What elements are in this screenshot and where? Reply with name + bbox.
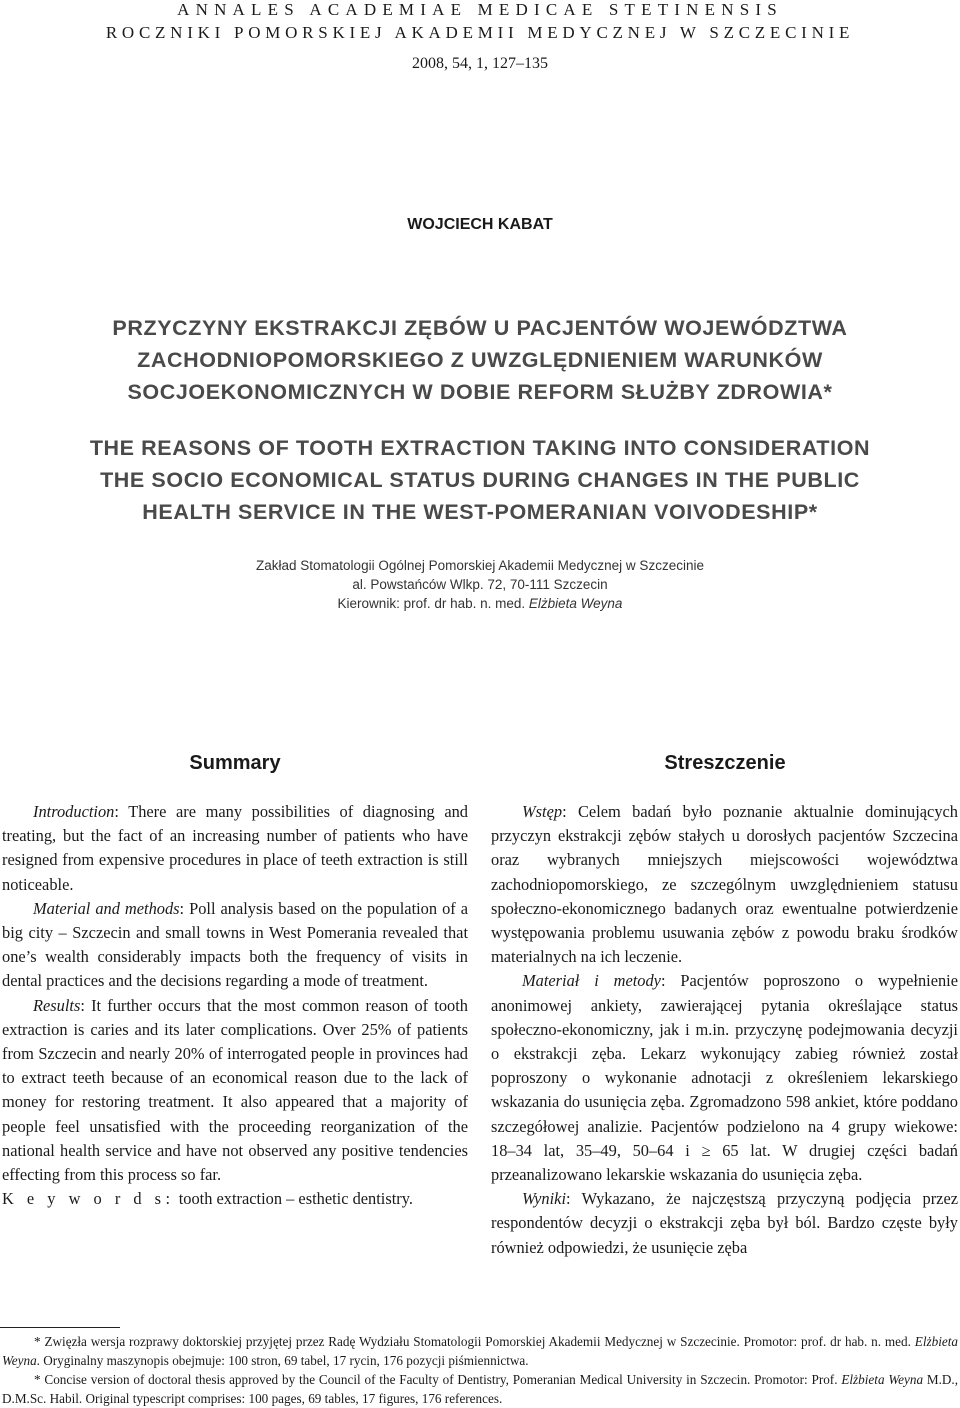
- summary-keywords: [2, 1187, 468, 1211]
- footnote-polish: [2, 1332, 958, 1370]
- footnote-polish-paragraph: [2, 1332, 958, 1370]
- title-polish-line: SOCJOEKONOMICZNYCH W DOBIE REFORM SŁUŻBY ZDROWIA*: [127, 380, 833, 404]
- footnote-polish-text: * Zwięzła wersja rozprawy doktorskiej przyjętej przez Radę Wydziału Stomatologii Pomorskiej Akademii Medycznej w Szczecinie. Promotor: prof. dr hab. n. med.: [34, 1334, 915, 1349]
- streszczenie-heading: Streszczenie: [664, 752, 786, 774]
- streszczenie-wyniki-label: Wyniki: [522, 1189, 567, 1209]
- title-english-line: THE REASONS OF TOOTH EXTRACTION TAKING INTO CONSIDERATION: [89, 436, 871, 460]
- streszczenie-wstep-label: Wstęp: [522, 802, 563, 821]
- affiliation: [0, 556, 960, 613]
- summary-methods: [2, 897, 468, 994]
- affiliation-address: al. Powstańców Wlkp. 72, 70-111 Szczecin: [352, 577, 608, 592]
- title-polish: [0, 312, 960, 408]
- summary-results-label: Results: [33, 995, 81, 1015]
- journal-polish-title: ROCZNIKI POMORSKIEJ AKADEMII MEDYCZNEJ W SZCZECINIE: [105, 23, 855, 42]
- summary-heading: Summary: [189, 752, 281, 774]
- affiliation-department: Zakład Stomatologii Ogólnej Pomorskiej Akademii Medycznej w Szczecinie: [256, 558, 704, 573]
- footnote-english-text: * Concise version of doctoral thesis approved by the Council of the Faculty of Dentistry, Pomeranian Medical University in Szczecin. Promotor: Prof.: [34, 1372, 842, 1387]
- summary-introduction-label: Introduction: [33, 802, 115, 821]
- streszczenie-metody-label: Materiał i metody: [522, 971, 661, 991]
- title-english-line: THE SOCIO ECONOMICAL STATUS DURING CHANGES IN THE PUBLIC: [100, 468, 860, 492]
- streszczenie-column: [491, 800, 958, 1260]
- summary-introduction-text: : There are many possibilities of diagnosing and treating, but the fact of an increasing number of patients who have resigned from expensive procedures in place of teeth extraction is still noticeable.: [2, 802, 468, 894]
- summary-introduction: [2, 800, 468, 897]
- streszczenie-wyniki-text: : Wykazano, że najczęstszą przyczyną podjęcia przez respondentów decyzji o ekstrakcji zęba był ból. Bardzo częste były również odpowiedzi, że usunięcie zęba: [491, 1189, 958, 1257]
- affiliation-head-prefix: Kierownik: prof. dr hab. n. med.: [337, 596, 529, 611]
- footnote-english: [2, 1370, 958, 1408]
- footnote-english-name: Elżbieta Weyna: [841, 1372, 924, 1387]
- citation: 2008, 54, 1, 127–135: [412, 55, 548, 72]
- streszczenie-wstep: [491, 800, 958, 969]
- footnote-polish-tail: . Oryginalny maszynopis obejmuje: 100 stron, 69 tabel, 17 rycin, 176 pozycji piśmiennictwa.: [36, 1353, 529, 1368]
- streszczenie-metody-text: : Pacjentów poproszono o wypełnienie anonimowej ankiety, zawierającej pytania określające status społeczno-ekonomiczny, jak i m.in. przyczynę podejmowania decyzji o ekstrakcji zęba. Lekarz wykonujący zabieg również został poproszony o wykonanie adnotacji z określeniem lekarskiego wskazania do usunięcia zęba. Zgromadzono 598 ankiet, które poddano szczegółowej analizie. Pacjentów podzielono na 4 grupy wiekowe: 18–34 lat, 35–49, 50–64 i ≥ 65 lat. W drugiej części badań przeanalizowano lekarskie wskazania do usunięcia zęba.: [491, 971, 958, 1185]
- footnote-english-tail: M.D., D.M.Sc. Habil. Original typescript comprises: 100 pages, 69 tables, 17 figures, 176 references.: [2, 1372, 959, 1406]
- footnote-divider: [0, 1327, 120, 1328]
- journal-latin-title: ANNALES ACADEMIAE MEDICAE STETINENSIS: [177, 0, 783, 19]
- footnote-english-paragraph: [2, 1370, 958, 1408]
- summary-column: [2, 800, 468, 1211]
- streszczenie-metody: [491, 969, 958, 1187]
- title-polish-line: PRZYCZYNY EKSTRAKCJI ZĘBÓW U PACJENTÓW WOJEWÓDZTWA: [112, 316, 848, 340]
- affiliation-head-name: Elżbieta Weyna: [528, 596, 623, 611]
- title-english: [0, 432, 960, 528]
- keywords-text: tooth extraction – esthetic dentistry.: [178, 1189, 413, 1209]
- keywords-label: K e y w o r d s:: [2, 1189, 175, 1209]
- title-polish-line: ZACHODNIOPOMORSKIEGO Z UWZGLĘDNIENIEM WARUNKÓW: [137, 348, 823, 372]
- affiliation-head: [0, 594, 960, 613]
- author-name: WOJCIECH KABAT: [407, 216, 553, 233]
- streszczenie-wyniki: [491, 1187, 958, 1260]
- footnote-polish-name: Elżbieta Weyna: [2, 1334, 958, 1368]
- title-english-line: HEALTH SERVICE IN THE WEST-POMERANIAN VOIVODESHIP*: [142, 500, 818, 524]
- summary-methods-label: Material and methods: [33, 898, 180, 918]
- streszczenie-wstep-text: : Celem badań było poznanie aktualnie dominujących przyczyn ekstrakcji zębów stałych u dorosłych pacjentów Szczecina oraz wybranych mniejszych miejscowości województwa zachodniopomorskiego, ze szczególnym uwzględnieniem statusu społeczno-ekonomicznego badanych oraz ewentualne potwierdzenie występowania problemu usuwania zębów z powodu braku środków materialnych na ich leczenie.: [491, 802, 958, 967]
- summary-results: [2, 994, 468, 1188]
- summary-results-text: : It further occurs that the most common reason of tooth extraction is caries and its later complications. Over 25% of patients from Szczecin and nearly 20% of interrogated people in provinces had to extract teeth because of an economical reason due to the lack of money for restoring treatment. It also appeared that a majority of people feel unsatisfied with the proceeding reorganization of the national health service and have not observed any positive tendencies effecting from this process so far.: [2, 995, 468, 1185]
- summary-methods-text: : Poll analysis based on the population of a big city – Szczecin and small towns in West Pomerania revealed that one’s wealth considerably impacts both the frequency of visits in dental practices and the decisions regarding a mode of treatment.: [2, 898, 468, 991]
